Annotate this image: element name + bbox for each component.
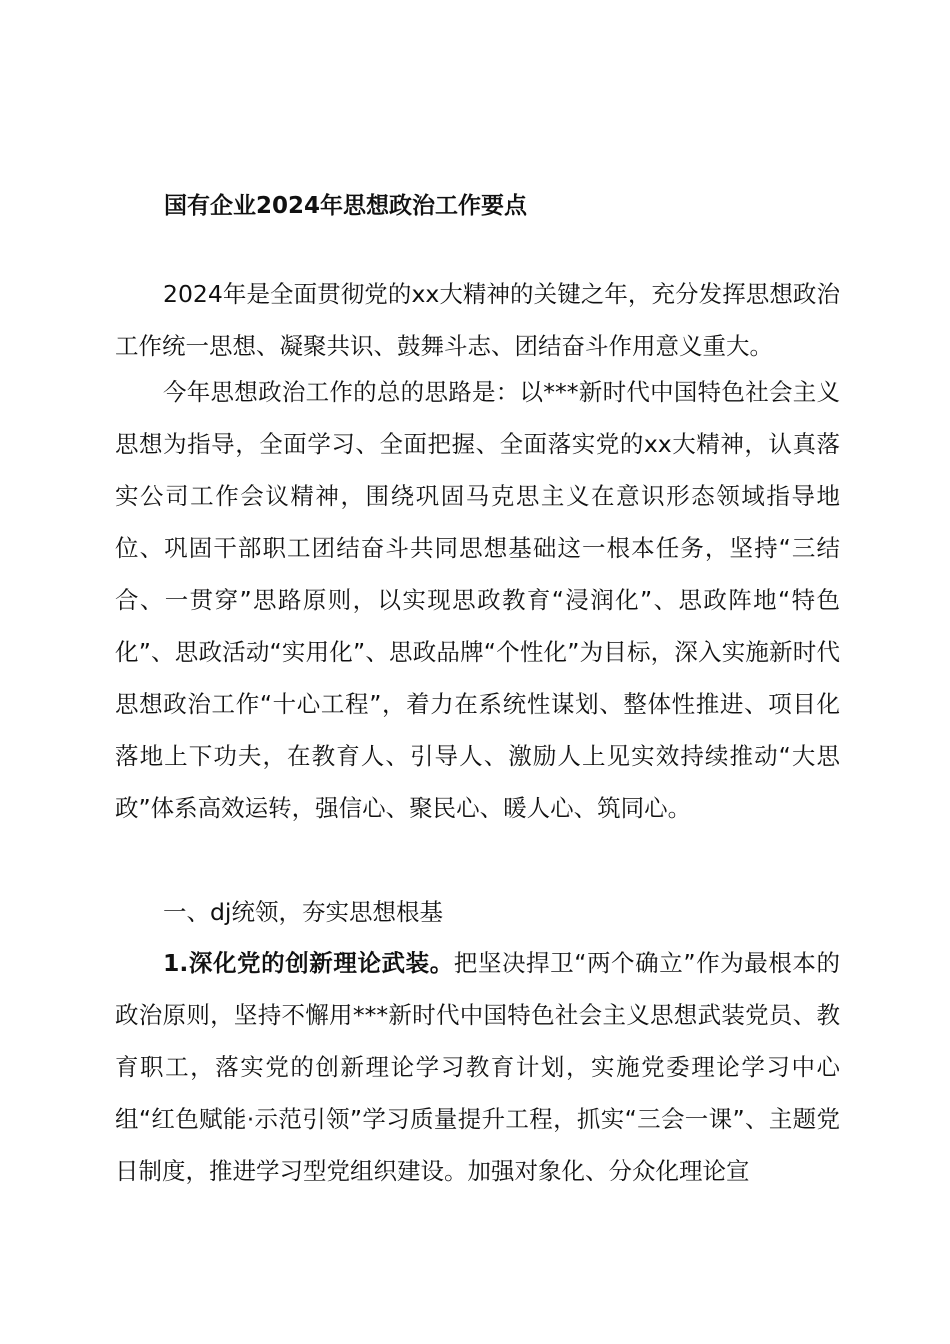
section-heading-1: 一、dj统领，夯实思想根基	[163, 898, 443, 926]
document-title: 国有企业2024年思想政治工作要点	[164, 193, 528, 219]
item-1-text: 把坚决捍卫“两个确立”作为最根本的政治原则，坚持不懈用***新时代中国特色社会主义思想武装党员、教育职工，落实党的创新理论学习教育计划，实施党委理论学习中心组“红色赋能·示范引领”学习质量提升工程，抓实“三会一课”、主题党日制度，推进学习型党组织建设。加强对象化、分众化理论宣	[115, 949, 840, 1185]
paragraph-item-1	[115, 937, 840, 1197]
item-1-lead: 1.深化党的创新理论武装。	[163, 949, 454, 977]
paragraph-general-approach: 今年思想政治工作的总的思路是：以***新时代中国特色社会主义思想为指导，全面学习、全面把握、全面落实党的xx大精神，认真落实公司工作会议精神，围绕巩固马克思主义在意识形态领域指导地位、巩固干部职工团结奋斗共同思想基础这一根本任务，坚持“三结合、一贯穿”思路原则，以实现思政教育“浸润化”、思政阵地“特色化”、思政活动“实用化”、思政品牌“个性化”为目标，深入实施新时代思想政治工作“十心工程”，着力在系统性谋划、整体性推进、项目化落地上下功夫，在教育人、引导人、激励人上见实效持续推动“大思政”体系高效运转，强信心、聚民心、暖人心、筑同心。	[115, 378, 840, 822]
paragraph-intro: 2024年是全面贯彻党的xx大精神的关键之年，充分发挥思想政治工作统一思想、凝聚共识、鼓舞斗志、团结奋斗作用意义重大。	[115, 280, 840, 360]
